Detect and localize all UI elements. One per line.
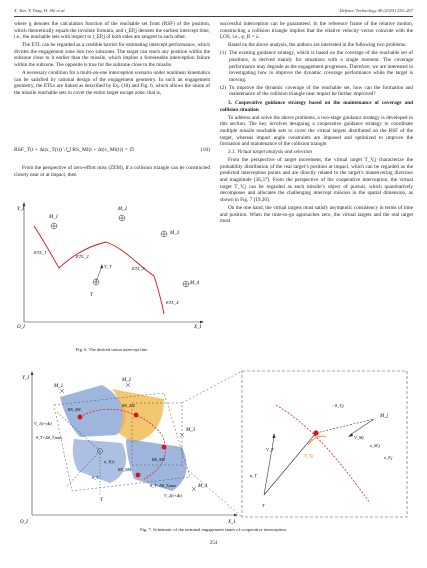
fig7-label-sigma-m: σ_M,j <box>370 443 380 448</box>
fig7-label-at: a_T(t) <box>104 459 115 464</box>
fig7-label-vmj: V_Mj <box>354 435 364 440</box>
equation-body: RSF_T(t + Δt|x_T(t)) \ ⋃ RS_Mi(t + Δt|x_Mi(t)) = ∅ <box>14 147 135 153</box>
figure-7 <box>14 367 413 525</box>
section-heading-3: 3. Cooperative guidance strategy based on the maintenance of coverage and collision situation <box>220 100 413 113</box>
fig6-label-etl4: ETL_4 <box>166 300 179 305</box>
fig7-zoom-virtual-target <box>313 430 318 435</box>
fig6-label-m4: M_4 <box>190 281 200 286</box>
figure-6 <box>14 196 210 331</box>
right-paragraph-4: From the perspective of target movement, the virtual target T_V,j characterize the probability distribution of the real target’s position at impact, which can be regarded as the predicted interception points and are directly related to the target’s maneuvering direction and magnitude [36,37]. From the perspective of the cooperative interception, the virtual target T_V,j can be regarded as each missile’s object of pursuit, which quantitatively decomposes and allocates the challenging intercept mission in the spatial dimension, as shown in Fig. 7 [19,20]. <box>220 157 413 203</box>
fig7-virtual-target-2 <box>134 413 139 418</box>
fig6-target <box>93 264 103 285</box>
fig6-origin-label: O_I <box>17 325 25 330</box>
fig6-missile-3 <box>161 231 167 237</box>
equation-number: (10) <box>200 147 210 153</box>
fig6-label-m2: M_2 <box>118 207 128 212</box>
left-column <box>14 21 210 98</box>
left-paragraph-1: where g denotes the calculation function of the reachable set front (RSF) of the position, which theoretically equals the involute formula, and t_EP,j denotes the earliest intercept time, i.e., the reachable sets with respect to t_EP,j of both sides are tangent to each other. <box>14 21 210 41</box>
fig6-label-target: T <box>90 293 93 298</box>
fig7-y-axis-label: Y_I <box>22 376 29 381</box>
fig7-reachable-set-m4 <box>73 439 126 483</box>
fig7-label-theta-vj: −θ_V,j <box>332 403 344 408</box>
left-paragraph-3: A necessary condition for a multi-on-one interception scenario under nonlinear kinematics can be satisfied by rational design of the engagement geometry. In such an engagement geometry, the ETLs are linked as described by Eq. (10) and Fig. 6, which allows the union of the missile reachable sets to cover the entire target escape zone, that is, <box>14 70 210 96</box>
right-paragraph-1: successful interception can be guaranteed. In the reference frame of the relative motion, constructing a collision triangle implies that the relative velocity vector coincide with the LOS, i.e., φ_R = λ. <box>220 21 413 41</box>
fig7-label-target: T <box>100 498 103 503</box>
fig6-label-etl3: ETL_3 <box>132 266 145 271</box>
running-header-authors: X. Yan, Y. Tang, H. Shi et al. <box>14 8 66 13</box>
fig7-virtual-target-3 <box>162 445 167 450</box>
fig7-label-at-zoom: a_T <box>250 473 257 478</box>
fig7-x-axis-label: X_I <box>228 520 236 525</box>
figure-6-caption: Fig. 6. The desired union intercept line. <box>75 347 149 352</box>
running-header-journal: Defence Technology 48 (2025) 250–267 <box>339 8 413 13</box>
fig7-label-mj: M_j <box>380 414 389 419</box>
fig7-label-angle-plus: θ_T+Δθ_T,max <box>36 435 62 440</box>
left-column-lower <box>14 165 210 180</box>
header-rule <box>14 16 413 17</box>
fig7-label-rs1: RS_M1 <box>68 407 81 412</box>
fig6-missile-1 <box>51 223 57 229</box>
fig6-label-etl2: ETL_2 <box>76 254 89 259</box>
fig7-label-v2: V_2(t+Δt) <box>164 493 182 498</box>
right-paragraph-2: Based on the above analysis, the authors are interested in the following two problems: <box>228 42 407 49</box>
figure-7-caption: Fig. 7. Schematic of the terminal engagement states of cooperative interception. <box>140 527 287 532</box>
fig6-label-vt: V_T <box>104 264 112 269</box>
fig7-label-m3: M_3 <box>186 428 196 433</box>
fig7-label-zoom-t: T <box>262 503 265 508</box>
fig7-label-rs3: RS_M3 <box>152 457 165 462</box>
fig6-label-m1: M_1 <box>49 215 59 220</box>
fig7-label-m1: M_1 <box>54 384 64 389</box>
fig6-label-m3: M_3 <box>170 231 180 236</box>
equation-10 <box>14 147 210 153</box>
problem-list <box>220 50 413 98</box>
page-number: 254 <box>209 541 218 546</box>
fig7-origin-label: O_I <box>20 520 28 525</box>
fig7-label-tvj: T_V,j <box>304 453 314 458</box>
list-item: (1) The existing guidance strategy, which is based on the coverage of the reachable set of positions, is derived mainly for situations with a single moment. The coverage performance may degrade as the engagement progresses. Therefore, we are interested in investigating how to improve the dynamic coverage performance while the target is moving. <box>220 50 413 83</box>
fig6-x-axis-label: X_I <box>194 325 202 330</box>
fig6-missile-4 <box>183 281 189 287</box>
fig7-zoom-panel <box>242 371 407 517</box>
fig6-label-etl1: ETL_1 <box>34 250 47 255</box>
fig7-virtual-target-4 <box>136 473 141 478</box>
fig7-label-rs2: RS_M2 <box>122 403 135 408</box>
right-paragraph-5: On the one hand, the virtual targets must satisfy asymptotic consistency in terms of time and position. When the time-to-go approaches zero, the virtual targets and the real target must <box>220 204 413 225</box>
right-column <box>220 21 413 226</box>
fig7-label-m2: M_2 <box>122 378 132 383</box>
fig7-label-m4: M_4 <box>198 484 208 489</box>
left-paragraph-2: The ETL can be regarded as a credible barrier for estimating intercept performance, which divides the engagement zone into two subzones. The target can reach any position within the subzone close to it earlier than the missile, which implies a foreseeable interception failure within the subzone. The opposite is true for the subzone close to the missile. <box>14 42 210 69</box>
list-item: (2) To improve the dynamic coverage of the reachable set, how can the formation and maintenance of the collision triangle near impact be further improved? <box>220 84 413 98</box>
fig7-label-sigma-f: σ_F,j <box>384 455 393 460</box>
fig7-label-rs4: RS_M4 <box>118 467 131 472</box>
fig7-label-v1: V_1(t+Δt) <box>34 421 52 426</box>
fig7-label-thetaT: θ_T <box>92 475 99 480</box>
left-paragraph-4: From the perspective of zero-effort miss (ZEM), if a collision triangle can be constructed closely near or at impact, then <box>14 165 210 178</box>
fig6-missile-2 <box>119 215 125 221</box>
fig7-label-angle-minus: θ_T−Δθ_T,max <box>150 483 176 488</box>
subsection-heading-3-1: 3.1. Virtual target analysis and selection <box>228 149 312 156</box>
fig7-label-vt: V_T <box>266 447 274 452</box>
right-paragraph-3: To address and solve the above problems, a two-stage guidance strategy is developed in this section. The key involves designing a cooperative guidance strategy to coordinate multiple missile reachable sets to cover the virtual targets distributed on the RSF of the target, whereas impact angle constraints are imposed and optimized to improve the formation and maintenance of the collision triangle. <box>220 114 413 148</box>
fig6-y-axis-label: Y_I <box>17 207 24 212</box>
fig7-virtual-target-1 <box>78 415 83 420</box>
